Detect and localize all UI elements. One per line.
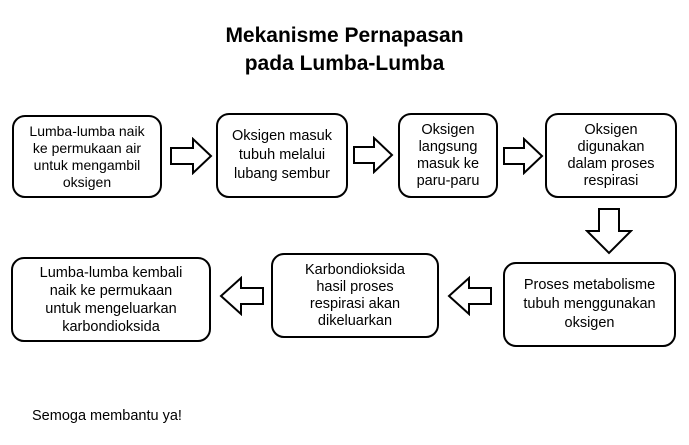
step-2-line-2: tubuh melalui [238, 147, 326, 163]
step-6-line-2: hasil proses [316, 278, 394, 295]
step-7-line-1: Lumba-lumba kembali [39, 264, 183, 281]
arrow-left-icon [219, 276, 265, 316]
step-1-box [12, 115, 162, 198]
step-5-box [503, 262, 676, 347]
step-3-line-1: Oksigen [421, 121, 475, 138]
step-6-line-4: dikeluarkan [317, 312, 393, 329]
step-3-line-3: masuk ke [416, 155, 480, 172]
step-5-line-3: oksigen [564, 315, 615, 331]
arrow-left-icon [447, 276, 493, 316]
step-3-line-4: paru-paru [416, 172, 480, 189]
step-7-box [11, 257, 211, 342]
step-1-line-1: Lumba-lumba naik [29, 122, 145, 139]
step-4-line-4: respirasi [583, 172, 639, 189]
arrow-right-icon [169, 137, 213, 175]
step-1-line-4: oksigen [62, 173, 112, 190]
step-4-line-3: dalam proses [567, 155, 655, 172]
title-line-2: pada Lumba-Lumba [244, 52, 445, 75]
footer-note: Semoga membantu ya! [32, 408, 182, 424]
step-5-line-1: Proses metabolisme [523, 277, 656, 293]
title-line-1: Mekanisme Pernapasan [225, 24, 464, 47]
arrow-right-icon [352, 136, 394, 174]
arrow-down-icon [585, 207, 633, 255]
step-3-box [398, 113, 498, 198]
step-3-line-2: langsung [418, 138, 478, 155]
step-5-line-2: tubuh menggunakan [523, 296, 656, 312]
arrow-right-icon [502, 137, 544, 175]
step-2-box [216, 113, 348, 198]
step-2-line-3: lubang sembur [234, 166, 330, 182]
step-6-line-1: Karbondioksida [305, 261, 405, 278]
step-6-line-3: respirasi akan [309, 295, 401, 312]
step-7-line-4: karbondioksida [62, 318, 160, 335]
step-6-box [271, 253, 439, 338]
step-1-line-2: ke permukaan air [32, 139, 142, 156]
step-4-box [545, 113, 677, 198]
step-1-line-3: untuk mengambil [33, 156, 141, 173]
step-7-line-2: naik ke permukaan [49, 282, 173, 299]
step-4-line-2: digunakan [577, 138, 645, 155]
step-2-line-1: Oksigen masuk [232, 128, 332, 144]
diagram-title [0, 22, 689, 78]
step-4-line-1: Oksigen [584, 121, 638, 138]
step-7-line-3: untuk mengeluarkan [45, 300, 177, 317]
